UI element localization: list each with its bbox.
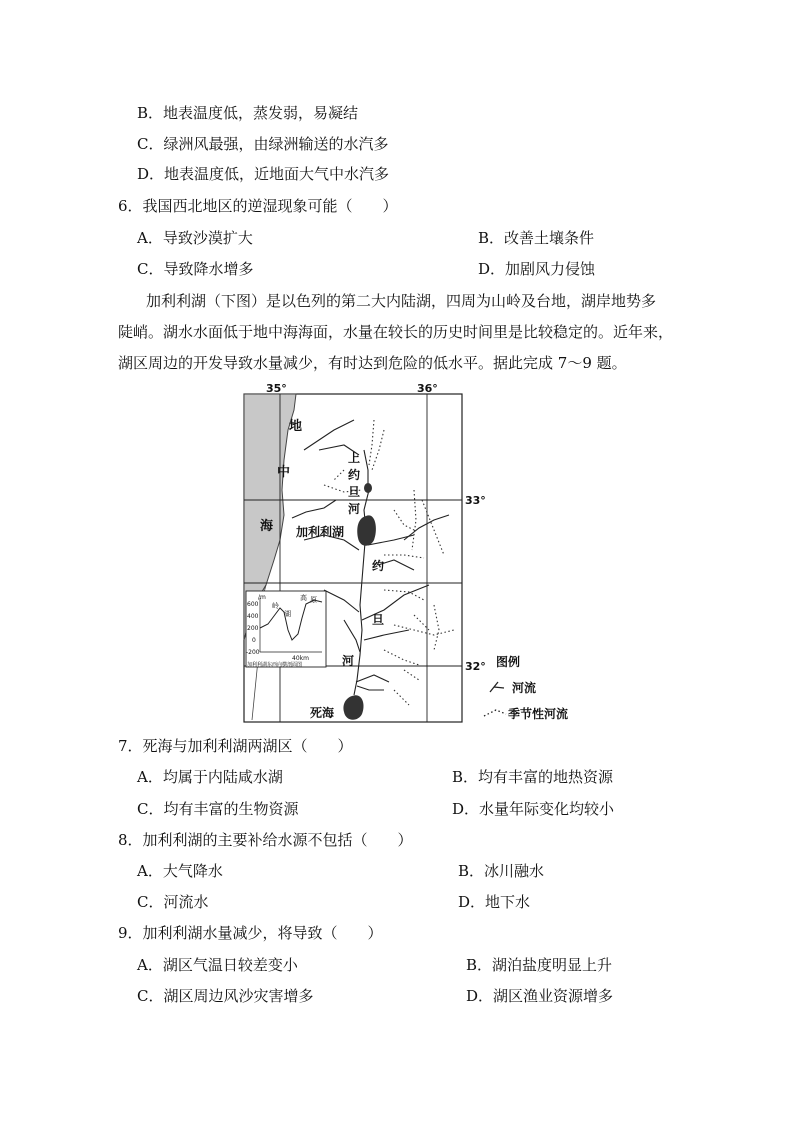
hula-lake [364,483,372,493]
inset-lake-label: 湖 [284,610,291,618]
lower-jordan-label-1: 约 [372,559,385,573]
lat-33-label: 33° [465,494,486,507]
sea-label-3: 海 [260,519,274,534]
q9-stem: 9．加利利湖水量减少，将导致（ ） [118,924,383,942]
legend-river-label: 河流 [512,681,537,695]
lower-jordan-label-2: 旦 [372,613,385,627]
q6-stem: 6．我国西北地区的逆湿现象可能（ ） [118,197,398,215]
galilee-lake-label: 加利利湖 [296,525,345,539]
q7-option-b: B．均有丰富的地热资源 [452,768,614,786]
q9-option-a: A．湖区气温日较差变小 [137,956,298,974]
passage-line-3: 湖区周边的开发导致水量减少，有时达到危险的低水平。据此完成 7～9 题。 [118,354,627,372]
q6-option-a: A．导致沙漠扩大 [137,229,253,247]
q8-stem: 8．加利利湖的主要补给水源不包括（ ） [118,831,413,849]
q7-option-c: C．均有丰富的生物资源 [137,800,299,818]
legend-seasonal-icon [484,710,506,716]
q7-option-d: D．水量年际变化均较小 [452,800,615,818]
galilee-map [244,382,579,724]
sea-label-2: 中 [277,465,291,480]
q7-option-a: A．均属于内陆咸水湖 [137,768,283,786]
lat-32-label: 32° [465,660,486,673]
legend-seasonal-label: 季节性河流 [508,707,569,721]
q6-option-c: C．导致降水增多 [137,260,254,278]
inset-mountain-label: 岭 [272,602,279,610]
q9-option-c: C．湖区周边风沙灾害增多 [137,987,314,1005]
lower-jordan-label-3: 河 [342,654,355,668]
inset-y-400: 400 [247,613,259,620]
q9-option-d: D．湖区渔业资源增多 [466,987,614,1005]
passage-line-2: 陡峭。湖水水面低于地中海海面，水量在较长的历史时间里是比较稳定的。近年来， [118,323,674,341]
inset-scale: 40km [292,655,309,662]
inset-y-600: 600 [247,601,259,608]
inset-y-200: 200 [247,625,259,632]
q7-stem: 7．死海与加利利湖两湖区（ ） [118,737,353,755]
upper-jordan-label-2: 约 [348,468,361,482]
inset-plateau-label-1: 高 [300,594,307,602]
inset-plateau-label-2: 原 [310,596,317,604]
sea-label-1: 地 [289,419,303,434]
dead-sea-label: 死海 [310,706,335,720]
legend-river-icon [490,682,504,692]
q5-option-d: D．地表温度低，近地面大气中水汽多 [137,165,390,183]
legend-title: 图例 [496,655,521,669]
q8-option-c: C．河流水 [137,893,209,911]
passage-line-1: 加利利湖（下图）是以色列的第二大内陆湖，四周为山岭及台地，湖岸地势多 [146,292,657,310]
q6-option-b: B．改善土壤条件 [478,229,595,247]
q8-option-a: A．大气降水 [137,862,223,880]
upper-jordan-label-3: 旦 [348,485,361,499]
upper-jordan-label-1: 上 [348,451,361,465]
inset-unit: /m [258,594,266,601]
inset-caption: 加利利湖东西向横剖面图 [247,662,303,668]
q5-option-c: C．绿洲风最强，由绿洲输送的水汽多 [137,135,389,153]
q8-option-b: B．冰川融水 [458,862,545,880]
inset-profile [246,591,326,668]
upper-jordan-label-4: 河 [348,502,361,516]
lon-36-label: 36° [417,382,438,395]
q8-option-d: D．地下水 [458,893,531,911]
q5-option-b: B．地表温度低，蒸发弱，易凝结 [137,104,359,122]
q6-option-d: D．加剧风力侵蚀 [478,260,596,278]
q9-option-b: B．湖泊盐度明显上升 [466,956,613,974]
lon-35-label: 35° [266,382,287,395]
inset-y-neg200: -200 [246,649,260,656]
inset-y-0: 0 [252,637,256,644]
